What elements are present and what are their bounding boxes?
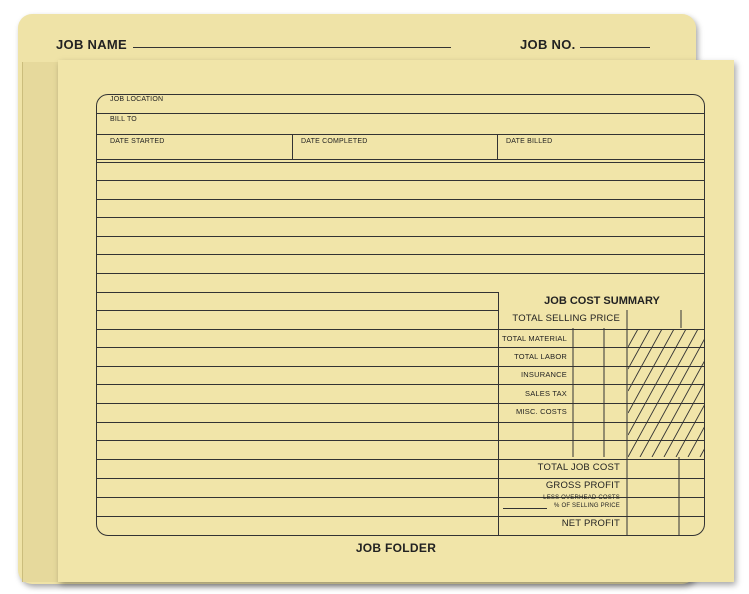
- percent-selling-price-label: % OF SELLING PRICE: [554, 503, 620, 509]
- ruled-line: [97, 199, 704, 200]
- job-name-label: JOB NAME: [56, 37, 128, 52]
- cost-item-label: MISC. COSTS: [516, 407, 567, 416]
- less-overhead-label: LESS OVERHEAD COSTS: [543, 495, 620, 501]
- date-divider: [292, 134, 293, 159]
- ruled-line: [97, 254, 704, 255]
- date-completed-label: DATE COMPLETED: [301, 138, 368, 145]
- summary-grid: [499, 292, 705, 535]
- cost-item-label: INSURANCE: [521, 370, 567, 379]
- cost-item-label: TOTAL LABOR: [514, 352, 567, 361]
- date-started-label: DATE STARTED: [110, 138, 165, 145]
- net-profit-label: NET PROFIT: [561, 518, 620, 529]
- cost-item-label: TOTAL MATERIAL: [501, 334, 567, 343]
- ruled-line: [97, 236, 704, 237]
- row-divider-double: [97, 162, 704, 163]
- hatched-area: [628, 329, 705, 457]
- cost-item-label: SALES TAX: [525, 389, 567, 398]
- summary-title: JOB COST SUMMARY: [544, 295, 660, 307]
- job-location-label: JOB LOCATION: [110, 96, 164, 103]
- job-name-line: [133, 47, 451, 48]
- total-selling-price-label: TOTAL SELLING PRICE: [512, 313, 620, 324]
- row-divider: [97, 159, 704, 160]
- ruled-line: [97, 217, 704, 218]
- gross-profit-label: GROSS PROFIT: [545, 480, 620, 491]
- job-cost-summary: [498, 292, 705, 535]
- total-job-cost-label: TOTAL JOB COST: [537, 462, 620, 473]
- date-divider: [497, 134, 498, 159]
- job-no-label: JOB NO.: [520, 37, 576, 52]
- ruled-line: [97, 180, 704, 181]
- job-form: [96, 94, 705, 536]
- ruled-line: [97, 273, 704, 274]
- row-divider: [97, 113, 704, 114]
- bill-to-label: BILL TO: [110, 116, 137, 123]
- row-divider: [97, 134, 704, 135]
- job-folder-label: JOB FOLDER: [355, 541, 437, 555]
- date-billed-label: DATE BILLED: [506, 138, 553, 145]
- job-no-line: [580, 47, 650, 48]
